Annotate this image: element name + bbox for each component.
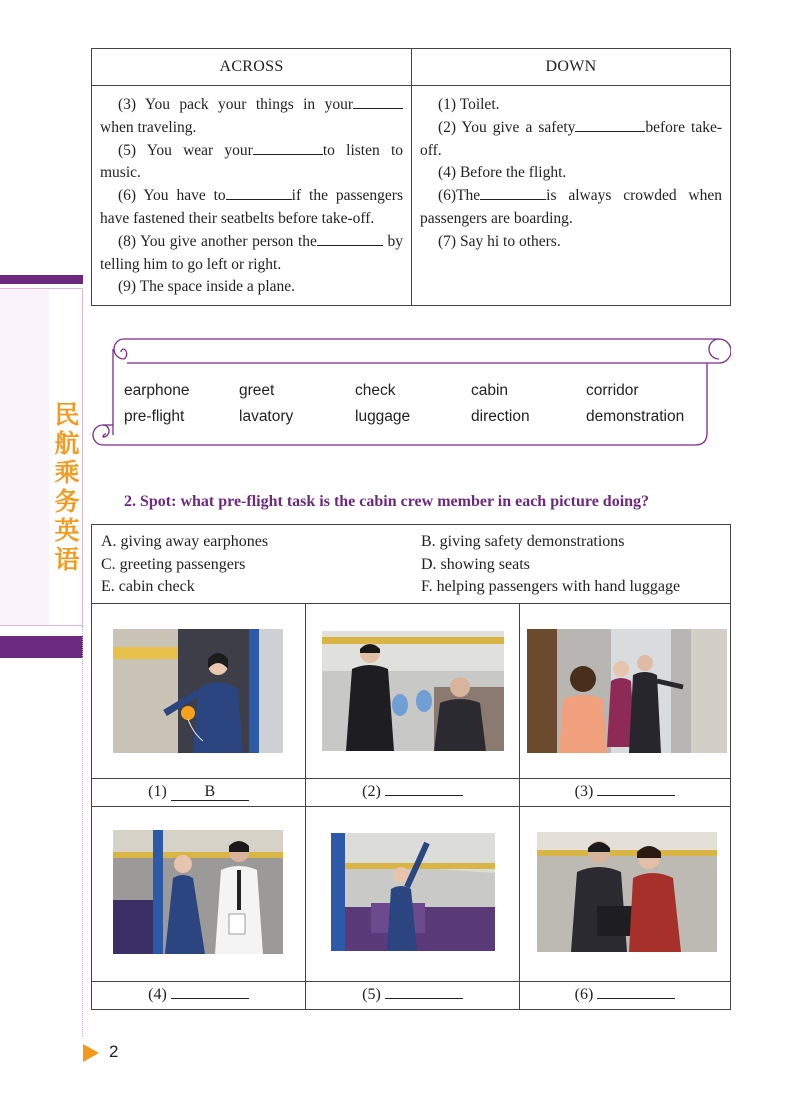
answer-cell-4: (4) xyxy=(92,981,306,1009)
clue-across-9: (9) The space inside a plane. xyxy=(118,278,296,296)
word-demonstration: demonstration xyxy=(586,408,685,425)
clue-across-6: (6) You have to if the passengers have fastened their seatbelts before take-off. xyxy=(100,187,403,227)
clue-down-4: (4) Before the flight. xyxy=(438,164,567,182)
answer-blank[interactable] xyxy=(317,231,383,246)
book-title-char: 英 xyxy=(54,516,80,545)
photo-cell-6 xyxy=(520,806,731,981)
clue-down-2: (2) You give a safety before take-off. xyxy=(420,118,723,159)
clue-across-5: (5) You wear your to listen to music. xyxy=(100,141,403,182)
clue-down-7: (7) Say hi to others. xyxy=(438,232,561,250)
crossword-clues-table xyxy=(91,48,731,306)
answer-blank[interactable] xyxy=(353,94,403,109)
option-c: C. greeting passengers xyxy=(101,555,246,573)
book-title-char: 务 xyxy=(54,487,80,516)
word-direction: direction xyxy=(471,408,530,425)
answer-blank-6[interactable] xyxy=(597,998,675,999)
margin-dotted-line xyxy=(82,626,83,1036)
word-earphone: earphone xyxy=(124,382,190,399)
section-heading: 2. Spot: what pre-flight task is the cabin crew member in each picture doing? xyxy=(124,493,650,510)
word-bank-scroll xyxy=(91,337,731,449)
answer-blank[interactable] xyxy=(226,185,292,200)
answer-blank[interactable] xyxy=(480,185,546,200)
word-luggage: luggage xyxy=(355,408,411,425)
answer-blank-1[interactable]: B xyxy=(171,784,249,801)
book-title-char: 航 xyxy=(54,429,80,458)
photo-cell-5 xyxy=(306,806,520,981)
clue-down-6: (6)The is always crowded when passengers are boarding. xyxy=(420,187,722,227)
book-title-char: 民 xyxy=(54,400,80,429)
clue-down-1: (1) Toilet. xyxy=(438,96,500,113)
clue-across-8: (8) You give another person the by telling him to go left or right. xyxy=(100,232,403,273)
word-pre-flight: pre-flight xyxy=(124,408,185,425)
photo-greeting-passengers xyxy=(527,629,727,753)
photo-cell-2 xyxy=(306,603,520,778)
answer-cell-3: (3) xyxy=(520,778,731,806)
answer-blank-2[interactable] xyxy=(385,795,463,796)
option-e: E. cabin check xyxy=(101,578,195,595)
side-bar-bottom xyxy=(0,636,83,658)
photo-helping-luggage xyxy=(537,832,717,952)
answer-cell-2: (2) xyxy=(306,778,520,806)
word-corridor: corridor xyxy=(586,382,639,399)
down-clues xyxy=(412,86,731,306)
photo-cell-1 xyxy=(92,603,306,778)
clue-across-3: (3) You pack your things in your when traveling. xyxy=(100,94,403,140)
book-title-char: 语 xyxy=(54,545,80,574)
page-number: 2 xyxy=(109,1042,119,1061)
word-cabin: cabin xyxy=(471,382,509,399)
across-clues xyxy=(92,86,412,306)
book-title-vertical xyxy=(52,400,82,574)
answer-blank[interactable] xyxy=(575,117,645,132)
option-f: F. helping passengers with hand luggage xyxy=(421,578,681,595)
answer-cell-1: (1) B xyxy=(92,778,306,806)
answer-blank-4[interactable] xyxy=(171,998,249,999)
book-title-char: 乘 xyxy=(54,458,80,487)
answer-cell-6: (6) xyxy=(520,981,731,1009)
photo-showing-seats xyxy=(322,631,504,751)
page-arrow-icon xyxy=(83,1044,99,1062)
photo-overhead-bin xyxy=(331,833,495,951)
side-bar-top xyxy=(0,275,83,284)
answer-blank-3[interactable] xyxy=(597,795,675,796)
photo-cabin-check xyxy=(113,830,283,954)
word-check: check xyxy=(355,382,396,399)
across-header: ACROSS xyxy=(92,49,412,86)
option-a: A. giving away earphones xyxy=(101,533,269,550)
option-b: B. giving safety demonstrations xyxy=(421,533,625,550)
option-d: D. showing seats xyxy=(421,555,530,573)
answer-cell-5: (5) xyxy=(306,981,520,1009)
word-lavatory: lavatory xyxy=(239,408,294,425)
picture-matching-table xyxy=(91,524,731,1010)
photo-safety-demonstration xyxy=(113,629,283,753)
photo-cell-3 xyxy=(520,603,731,778)
answer-blank-5[interactable] xyxy=(385,998,463,999)
word-greet: greet xyxy=(239,382,275,399)
options-cell xyxy=(92,525,731,604)
photo-cell-4 xyxy=(92,806,306,981)
answer-blank[interactable] xyxy=(253,140,323,155)
down-header: DOWN xyxy=(412,49,731,86)
